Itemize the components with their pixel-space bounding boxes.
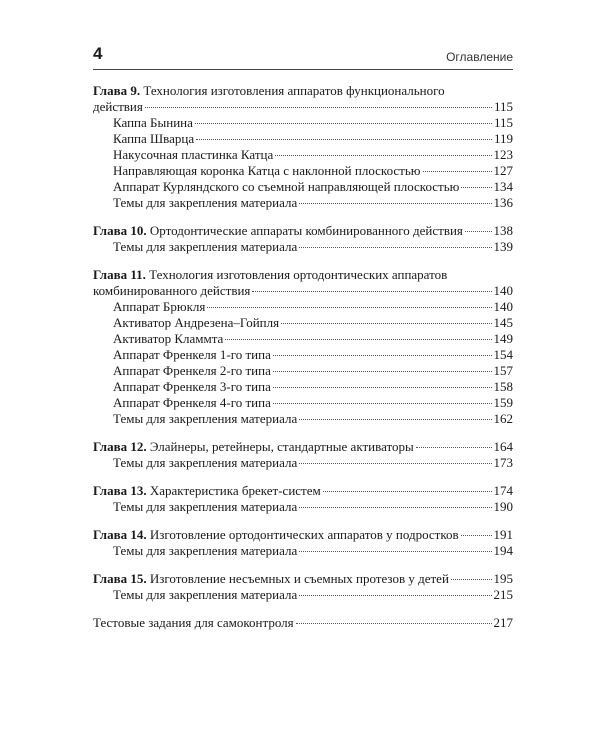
entry-title: Направляющая коронка Катца с наклонной плоскостью [113,163,421,178]
dot-leader [207,307,491,308]
chapter-title-wrap [93,223,463,239]
dot-leader [299,595,491,596]
page-number: 4 [93,44,103,63]
page-ref: 134 [493,179,513,194]
entry-title: Аппарат Брюкля [113,299,206,314]
chapter-title-wrap [93,571,449,587]
toc-entry[interactable] [93,179,513,195]
dot-leader [273,355,492,356]
toc-entry[interactable] [93,299,513,315]
toc-entry[interactable] [93,147,513,163]
chapter-title: Ортодонтические аппараты комбинированного действия [149,223,463,238]
chapter-entry[interactable] [93,223,513,239]
dot-leader [299,247,491,248]
chapter-title-wrap [93,483,321,499]
dot-leader [273,371,492,372]
entry-title: Тестовые задания для самоконтроля [93,615,294,630]
chapter-title: Технология изготовления ортодонтических аппаратов [149,267,448,282]
page-ref: 149 [493,331,513,346]
page-header [93,44,513,68]
table-of-contents [93,83,513,643]
dot-leader [416,447,492,448]
dot-leader [296,623,492,624]
entry-title: Каппа Шварца [113,131,195,146]
page-ref: 140 [493,299,513,314]
toc-entry[interactable] [93,195,513,211]
entry-title: Темы для закрепления материала [113,239,298,254]
page-ref: 115 [493,115,513,130]
dot-leader [273,387,492,388]
chapter-title-line [93,83,513,99]
page-ref: 145 [493,315,513,330]
page-ref: 123 [493,147,513,162]
chapter-title-end[interactable] [93,283,513,299]
chapter-label: Глава 11. [93,267,146,282]
toc-chapter-12 [93,439,513,471]
page-ref: 195 [493,571,513,586]
dot-leader [461,187,491,188]
toc-entry[interactable] [93,499,513,515]
page-ref: 158 [493,379,513,394]
dot-leader [275,155,491,156]
chapter-entry[interactable] [93,571,513,587]
toc-entry[interactable] [93,543,513,559]
toc-entry[interactable] [93,363,513,379]
toc-entry[interactable] [93,411,513,427]
page-ref: 154 [493,347,513,362]
chapter-title-wrap [93,527,459,543]
chapter-title: Изготовление несъемных и съемных протезов у детей [149,571,449,586]
entry-title: Аппарат Френкеля 3-го типа [113,379,271,394]
page-ref: 127 [493,163,513,178]
chapter-title-line [93,267,513,283]
chapter-label: Глава 15. [93,571,147,586]
chapter-label: Глава 10. [93,223,147,238]
toc-entry-tests[interactable] [93,615,513,631]
toc-chapter-10 [93,223,513,255]
page-ref: 217 [493,615,513,630]
page-ref: 138 [493,223,513,238]
chapter-label: Глава 14. [93,527,147,542]
toc-chapter-9 [93,83,513,211]
toc-entry[interactable] [93,587,513,603]
toc-entry[interactable] [93,331,513,347]
dot-leader [461,535,492,536]
entry-title: Аппарат Курляндского со съемной направляющей плоскостью [113,179,460,194]
chapter-label: Глава 12. [93,439,147,454]
toc-chapter-11 [93,267,513,427]
entry-title: Аппарат Френкеля 1-го типа [113,347,271,362]
page-ref: 215 [493,587,513,602]
dot-leader [299,507,491,508]
dot-leader [145,107,492,108]
toc-chapter-15 [93,571,513,603]
dot-leader [196,139,492,140]
toc-chapter-14 [93,527,513,559]
dot-leader [423,171,492,172]
entry-title: Накусочная пластинка Катца [113,147,274,162]
toc-entry[interactable] [93,131,513,147]
entry-title: Аппарат Френкеля 4-го типа [113,395,271,410]
dot-leader [465,231,492,232]
page-ref: 159 [493,395,513,410]
chapter-title: Характеристика брекет-систем [149,483,321,498]
dot-leader [281,323,491,324]
toc-tests [93,615,513,631]
entry-title: Темы для закрепления материала [113,455,298,470]
chapter-label: Глава 13. [93,483,147,498]
toc-entry[interactable] [93,115,513,131]
page-ref: 140 [493,283,513,298]
entry-title: Аппарат Френкеля 2-го типа [113,363,271,378]
page-ref: 157 [493,363,513,378]
page-ref: 139 [493,239,513,254]
dot-leader [252,291,491,292]
dot-leader [299,203,491,204]
entry-title: Каппа Бынина [113,115,193,130]
page-ref: 119 [493,131,513,146]
chapter-entry[interactable] [93,527,513,543]
dot-leader [299,419,491,420]
dot-leader [273,403,492,404]
toc-entry[interactable] [93,347,513,363]
page-ref: 190 [493,499,513,514]
chapter-title: Элайнеры, ретейнеры, стандартные активаторы [149,439,414,454]
toc-entry[interactable] [93,379,513,395]
dot-leader [451,579,492,580]
entry-title: Темы для закрепления материала [113,411,298,426]
page-ref: 173 [493,455,513,470]
chapter-title-end[interactable] [93,99,513,115]
dot-leader [225,339,491,340]
toc-entry[interactable] [93,239,513,255]
header-rule [93,69,513,70]
dot-leader [299,551,491,552]
page-ref: 194 [493,543,513,558]
entry-title: Активатор Андрезена–Гойпля [113,315,280,330]
page-ref: 191 [493,527,513,542]
chapter-title: Технология изготовления аппаратов функционального [143,83,445,98]
toc-entry[interactable] [93,395,513,411]
toc-entry[interactable] [93,315,513,331]
page-ref: 164 [493,439,513,454]
chapter-title: Изготовление ортодонтических аппаратов у подростков [149,527,459,542]
chapter-entry[interactable] [93,439,513,455]
page-ref: 136 [493,195,513,210]
entry-title: Темы для закрепления материала [113,499,298,514]
toc-entry[interactable] [93,455,513,471]
chapter-title-wrap [93,439,414,455]
toc-chapter-13 [93,483,513,515]
chapter-entry[interactable] [93,483,513,499]
entry-title: Активатор Кламмта [113,331,224,346]
entry-title: Темы для закрепления материала [113,587,298,602]
toc-entry[interactable] [93,163,513,179]
chapter-label: Глава 9. [93,83,141,98]
chapter-title-continued: комбинированного действия [93,283,251,298]
dot-leader [299,463,491,464]
dot-leader [323,491,492,492]
chapter-title-continued: действия [93,99,143,114]
entry-title: Темы для закрепления материала [113,195,298,210]
page-ref: 174 [493,483,513,498]
page-ref: 162 [493,411,513,426]
entry-title: Темы для закрепления материала [113,543,298,558]
running-head: Оглавление [446,50,513,64]
dot-leader [195,123,492,124]
page-ref: 115 [493,99,513,114]
